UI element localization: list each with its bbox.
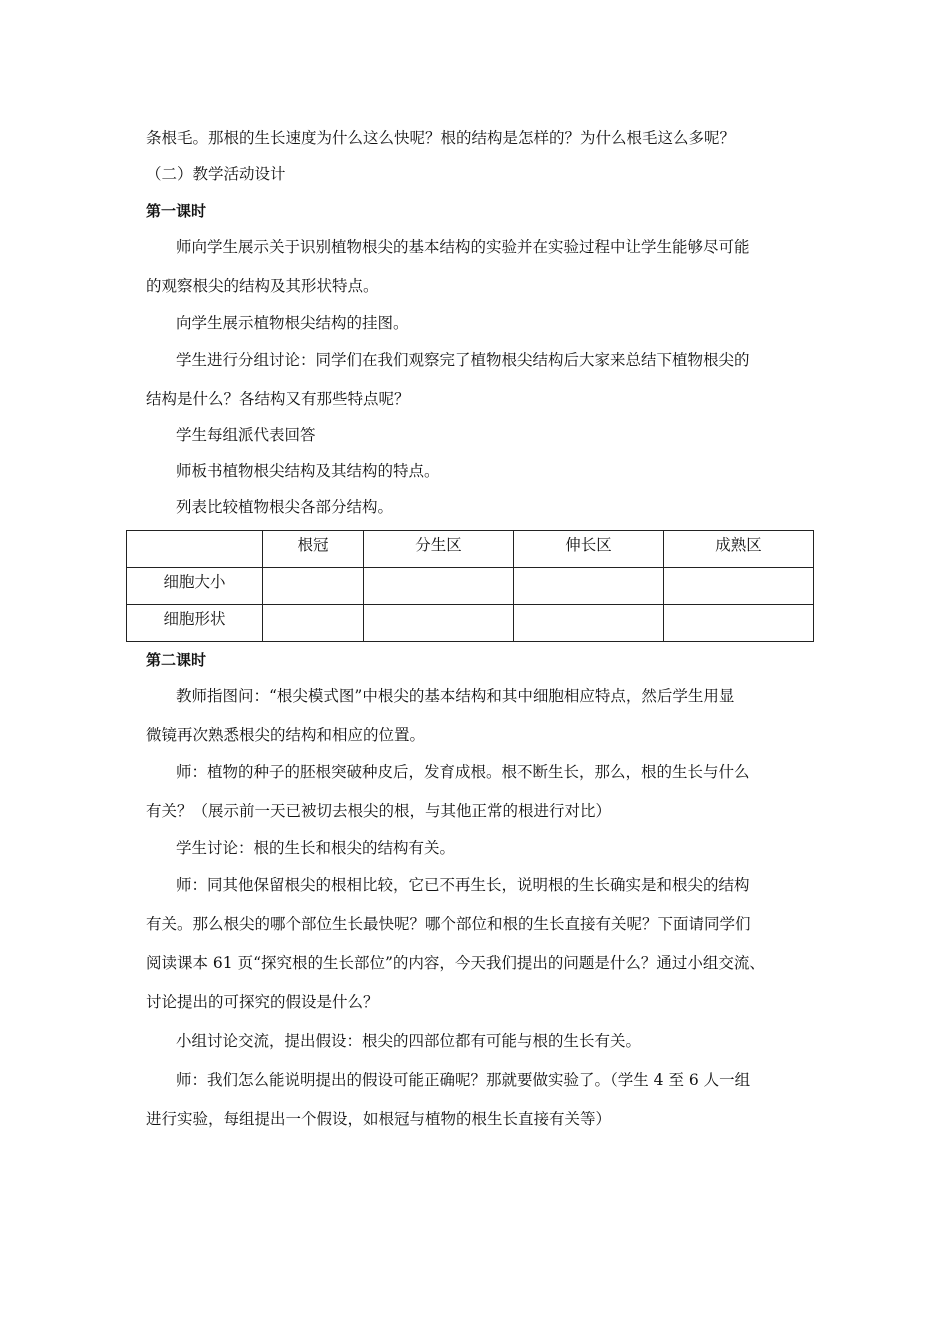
- table-cell: [263, 568, 364, 605]
- lesson-heading-2: 第二课时: [146, 651, 207, 669]
- paragraph-line: 师板书植物根尖结构及其结构的特点。: [176, 462, 440, 480]
- paragraph-line: 师：同其他保留根尖的根相比较，它已不再生长，说明根的生长确实是和根尖的结构: [176, 876, 750, 894]
- table-header-cell: 成熟区: [663, 531, 813, 568]
- paragraph-line: 向学生展示植物根尖结构的挂图。: [176, 314, 409, 332]
- paragraph-line: 师：我们怎么能说明提出的假设可能正确呢？那就要做实验了。（学生 4 至 6 人一组: [176, 1071, 751, 1089]
- paragraph-line: 学生进行分组讨论：同学们在我们观察完了植物根尖结构后大家来总结下植物根尖的: [176, 351, 750, 369]
- paragraph-line: 小组讨论交流，提出假设：根尖的四部位都有可能与根的生长有关。: [176, 1032, 642, 1050]
- table-cell: [514, 605, 664, 642]
- paragraph-line: 阅读课本 61 页“探究根的生长部位”的内容，今天我们提出的问题是什么？通过小组交流、: [146, 954, 765, 972]
- paragraph-line: 师：植物的种子的胚根突破种皮后，发育成根。根不断生长，那么，根的生长与什么: [176, 763, 750, 781]
- paragraph-line: 微镜再次熟悉根尖的结构和相应的位置。: [146, 726, 426, 744]
- paragraph-line: 讨论提出的可探究的假设是什么？: [146, 993, 379, 1011]
- paragraph-line: 的观察根尖的结构及其形状特点。: [146, 277, 379, 295]
- paragraph-line: 条根毛。那根的生长速度为什么这么快呢？根的结构是怎样的？为什么根毛这么多呢？: [146, 129, 736, 147]
- table-cell: [364, 568, 514, 605]
- table-row-label: 细胞形状: [127, 605, 263, 642]
- comparison-table: [126, 530, 814, 642]
- paragraph-line: 列表比较植物根尖各部分结构。: [176, 498, 394, 516]
- table-cell: [663, 605, 813, 642]
- paragraph-line: 学生每组派代表回答: [176, 426, 316, 444]
- table-header-cell: 分生区: [364, 531, 514, 568]
- paragraph-line: 教师指图问：“根尖模式图”中根尖的基本结构和其中细胞相应特点，然后学生用显: [176, 687, 735, 705]
- table-row: [127, 605, 814, 642]
- paragraph-line: 结构是什么？各结构又有那些特点呢？: [146, 390, 410, 408]
- table-cell: [364, 605, 514, 642]
- table-header-cell: 伸长区: [514, 531, 664, 568]
- paragraph-line: 学生讨论：根的生长和根尖的结构有关。: [176, 839, 456, 857]
- table-row-label: 细胞大小: [127, 568, 263, 605]
- paragraph-line: 进行实验，每组提出一个假设，如根冠与植物的根生长直接有关等）: [146, 1110, 612, 1128]
- table-row: [127, 568, 814, 605]
- paragraph-line: 有关。那么根尖的哪个部位生长最快呢？哪个部位和根的生长直接有关呢？下面请同学们: [146, 915, 751, 933]
- lesson-heading-1: 第一课时: [146, 202, 207, 220]
- table-cell: [663, 568, 813, 605]
- section-heading: （二）教学活动设计: [146, 165, 286, 183]
- paragraph-line: 师向学生展示关于识别植物根尖的基本结构的实验并在实验过程中让学生能够尽可能: [176, 238, 750, 256]
- table-cell: [263, 605, 364, 642]
- table-header-row: [127, 531, 814, 568]
- table-header-cell: 根冠: [263, 531, 364, 568]
- paragraph-line: 有关？（展示前一天已被切去根尖的根，与其他正常的根进行对比）: [146, 802, 612, 820]
- table-header-cell: [127, 531, 263, 568]
- table-cell: [514, 568, 664, 605]
